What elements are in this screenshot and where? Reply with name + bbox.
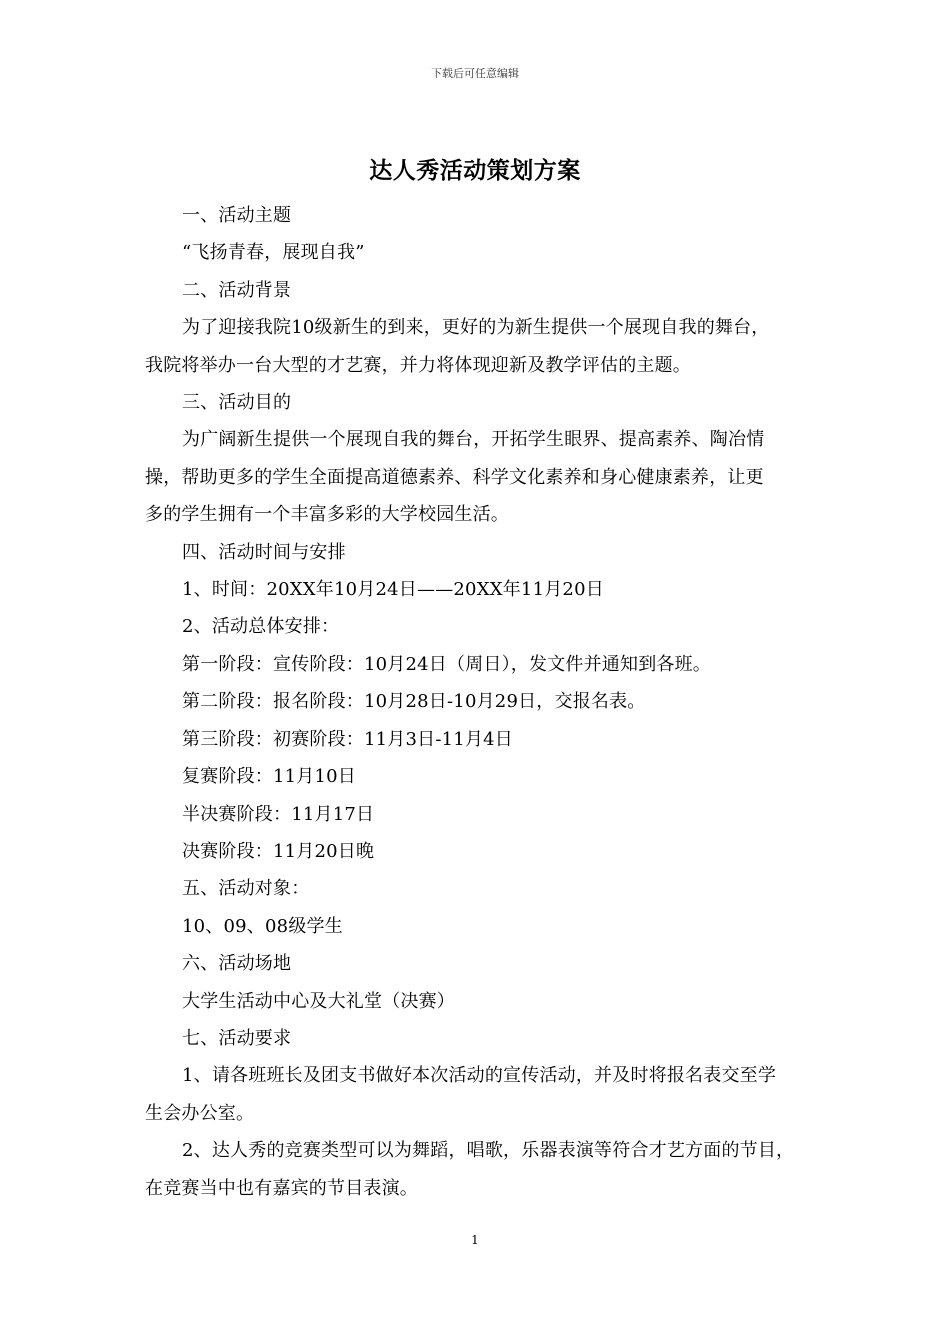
schedule-time: 1、时间：20XX年10月24日——20XX年11月20日 xyxy=(182,579,604,601)
purpose-paragraph-line: 多的学生拥有一个丰富多彩的大学校园生活。 xyxy=(145,504,509,526)
venue-text: 大学生活动中心及大礼堂（决赛） xyxy=(182,990,455,1012)
schedule-stage-1: 第一阶段：宣传阶段：10月24日（周日），发文件并通知到各班。 xyxy=(182,653,712,675)
purpose-paragraph-line: 操，帮助更多的学生全面提高道德素养、科学文化素养和身心健康素养，让更 xyxy=(145,466,764,488)
requirement-1-line: 1、请各班班长及团支书做好本次活动的宣传活动，并及时将报名表交至学 xyxy=(182,1065,777,1087)
page-number: 1 xyxy=(471,1233,479,1247)
requirement-1-line: 生会办公室。 xyxy=(145,1102,255,1124)
schedule-semifinal: 半决赛阶段：11月17日 xyxy=(182,803,375,825)
section-heading-audience: 五、活动对象： xyxy=(182,878,310,900)
background-paragraph-line: 为了迎接我院10级新生的到来，更好的为新生提供一个展现自我的舞台， xyxy=(182,317,770,339)
theme-slogan: “飞扬青春，展现自我” xyxy=(182,242,365,264)
section-heading-venue: 六、活动场地 xyxy=(182,953,292,975)
schedule-stage-3: 第三阶段：初赛阶段：11月3日-11月4日 xyxy=(182,728,513,750)
requirement-2-line: 2、达人秀的竞赛类型可以为舞蹈，唱歌，乐器表演等符合才艺方面的节目， xyxy=(182,1140,795,1162)
page-header: 下载后可任意编辑 xyxy=(431,67,519,80)
section-heading-background: 二、活动背景 xyxy=(182,279,292,301)
schedule-stage-2: 第二阶段：报名阶段：10月28日-10月29日，交报名表。 xyxy=(182,691,646,713)
background-paragraph-line: 我院将举办一台大型的才艺赛，并力将体现迎新及教学评估的主题。 xyxy=(145,354,691,376)
requirement-2-line: 在竞赛当中也有嘉宾的节目表演。 xyxy=(145,1177,418,1199)
document-body xyxy=(145,197,825,1207)
section-heading-requirements: 七、活动要求 xyxy=(182,1027,292,1049)
section-heading-purpose: 三、活动目的 xyxy=(182,392,292,414)
section-heading-schedule: 四、活动时间与安排 xyxy=(182,541,346,563)
section-heading-theme: 一、活动主题 xyxy=(182,205,292,226)
purpose-paragraph-line: 为广阔新生提供一个展现自我的舞台，开拓学生眼界、提高素养、陶冶情 xyxy=(182,429,765,451)
schedule-final: 决赛阶段：11月20日晚 xyxy=(182,840,375,862)
audience-text: 10、09、08级学生 xyxy=(182,915,343,937)
schedule-rematch: 复赛阶段：11月10日 xyxy=(182,766,357,788)
schedule-overview: 2、活动总体安排： xyxy=(182,616,340,638)
document-title: 达人秀活动策划方案 xyxy=(369,157,581,184)
